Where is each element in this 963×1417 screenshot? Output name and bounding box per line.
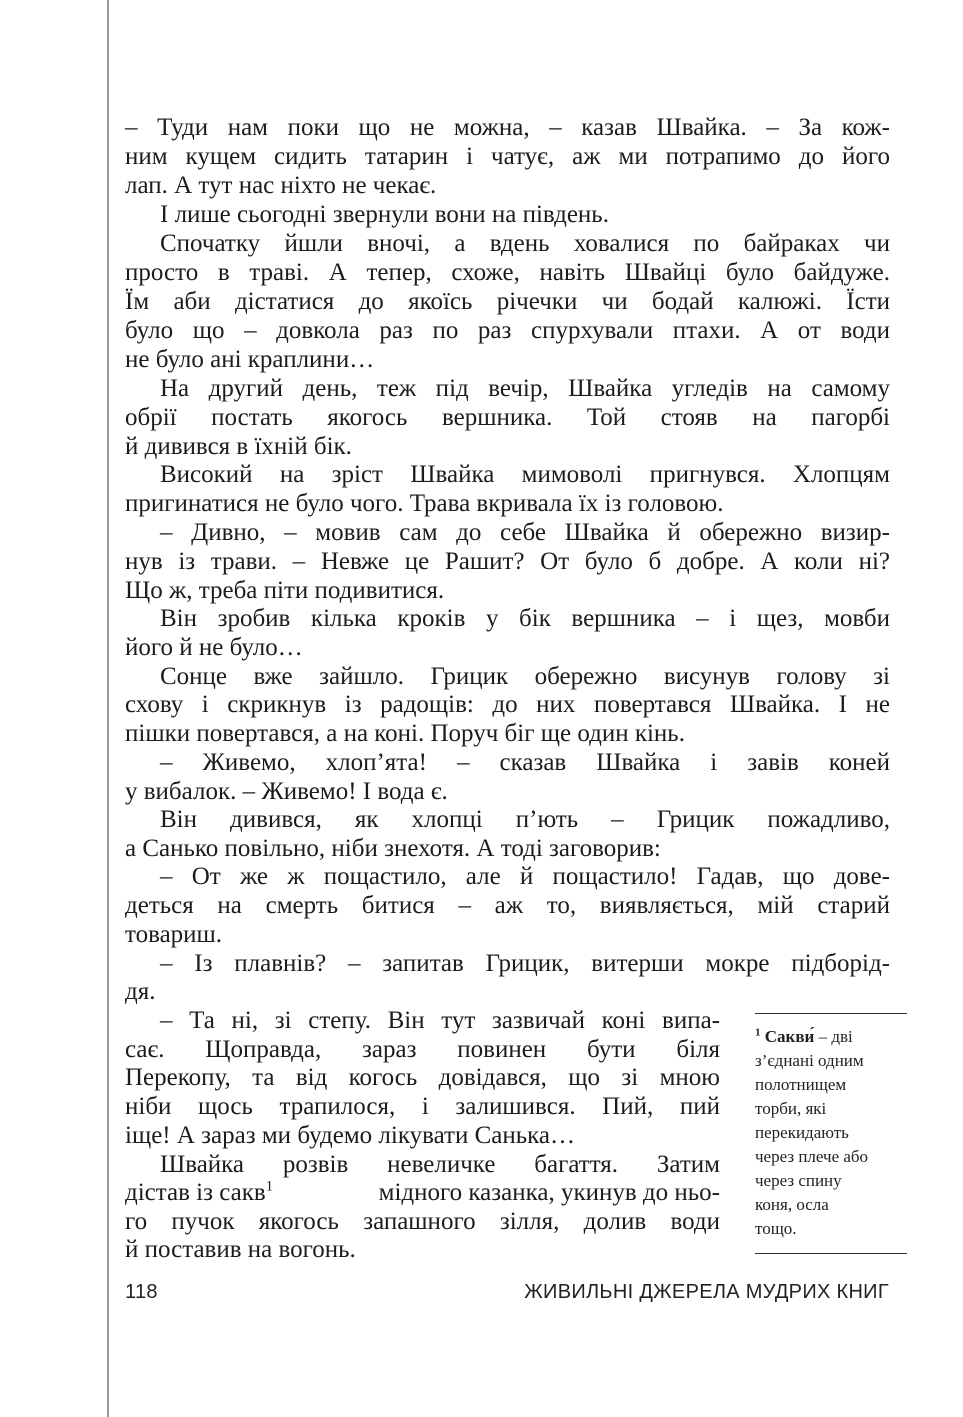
footnote-term: Сакви́ [764, 1027, 815, 1046]
footnote-line: через плече або [755, 1147, 869, 1166]
page-margin-rule [107, 0, 109, 1417]
footnote-reference: 1 [265, 1178, 274, 1195]
text-line: Що ж, треба піти подивитися. [125, 577, 445, 604]
text-line: не було ані краплини… [125, 346, 375, 373]
footnote-text: – дві [818, 1027, 853, 1046]
text-line: Він зробив кілька кроків у бік вершника – і щез, мовби [160, 605, 890, 632]
text-line: Він дивився, як хлопці п’ють – Грицик пожадливо, [160, 806, 890, 833]
text-line: схову і скрикнув із радощів: до них повертався Швайка. І не [125, 691, 890, 718]
text-line: а Санько повільно, ніби знехотя. А тоді заговорив: [125, 835, 661, 862]
text-line: у вибалок. – Живемо! І вода є. [125, 778, 448, 805]
text-line: На другий день, теж під вечір, Швайка угледів на самому [160, 375, 890, 402]
footnote-marker: 1 [755, 1026, 761, 1039]
footnote-line: торби, які [755, 1099, 827, 1118]
text-fragment: дістав із сакв [125, 1179, 266, 1206]
text-line: нув із трави. – Невже це Рашит? От було б добре. А коли ні? [125, 548, 890, 575]
text-line: – Дивно, – мовив сам до себе Швайка й обережно визир- [160, 519, 890, 546]
text-line: пішки повертався, а на коні. Поруч біг ще один кінь. [125, 720, 685, 747]
text-line: – Та ні, зі степу. Він тут зазвичай коні випа- [160, 1007, 720, 1034]
text-line: й дивився в їхній бік. [125, 433, 352, 460]
text-line: І лише сьогодні звернули вони на південь. [160, 201, 609, 228]
footnote-line: полотнищем [755, 1075, 847, 1094]
text-line: пригинатися не було чого. Трава вкривала їх із головою. [125, 490, 724, 517]
text-line: й поставив на вогонь. [125, 1236, 356, 1263]
text-line: ніби щось трапилося, і залишився. Пий, пий [125, 1093, 720, 1120]
text-line: обрії постать якогось вершника. Той стояв на пагорбі [125, 404, 890, 431]
text-line: сає. Щоправда, зараз повинен бути біля [125, 1036, 720, 1063]
footnote-bottom-rule [755, 1253, 907, 1254]
text-line: було що – довкола раз по раз спурхували птахи. А от води [125, 317, 890, 344]
text-line: – Туди нам поки що не можна, – казав Швайка. – За кож- [125, 114, 890, 141]
text-line: іще! А зараз ми будемо лікувати Санька… [125, 1122, 575, 1149]
footnote-line: коня, осла [755, 1195, 829, 1214]
footnote-line: з’єднані одним [755, 1051, 864, 1070]
footnote-line [755, 1025, 853, 1049]
text-line: – Живемо, хлоп’ята! – сказав Швайка і завів коней [160, 749, 890, 776]
text-line: просто в траві. А тепер, схоже, навіть Швайці було байдуже. [125, 259, 890, 286]
text-line: го пучок якогось запашного зілля, долив води [125, 1208, 720, 1235]
text-line: – Із плавнів? – запитав Грицик, витерши мокре підборід- [160, 950, 890, 977]
text-line: деться на смерть битися – аж то, виявляється, мій старий [125, 892, 890, 919]
text-line: Швайка розвів невеличке багаття. Затим [160, 1151, 720, 1178]
footnote-line: перекидають [755, 1123, 849, 1142]
text-line-with-footnote-ref [125, 1178, 720, 1207]
page-number: 118 [125, 1281, 158, 1303]
text-line: Спочатку йшли вночі, а вдень ховалися по байраках чи [160, 230, 890, 257]
text-line: – От же ж пощастило, але й пощастило! Гадав, що дове- [160, 863, 890, 890]
text-line: Їм аби дістатися до якоїсь річечки чи бодай калюжі. Їсти [125, 288, 890, 315]
footnote-line: тощо. [755, 1219, 797, 1238]
footnote-top-rule [755, 1013, 907, 1014]
text-fragment: мідного казанка, укинув до ньо- [378, 1179, 720, 1206]
footnote-line: через спину [755, 1171, 842, 1190]
text-line: ним кущем сидить татарин і чатує, аж ми потрапимо до його [125, 143, 890, 170]
text-line: лап. А тут нас ніхто не чекає. [125, 172, 437, 199]
running-footer-title: ЖИВИЛЬНІ ДЖЕРЕЛА МУДРИХ КНИГ [524, 1281, 889, 1303]
text-line: його й не було… [125, 634, 303, 661]
text-line: Високий на зріст Швайка мимоволі пригнувся. Хлопцям [160, 461, 890, 488]
text-line: дя. [125, 978, 156, 1005]
text-line: Перекопу, та від когось довідався, що зі мною [125, 1064, 720, 1091]
text-line: товариш. [125, 921, 223, 948]
text-line: Сонце вже зайшло. Грицик обережно висунув голову зі [160, 663, 890, 690]
